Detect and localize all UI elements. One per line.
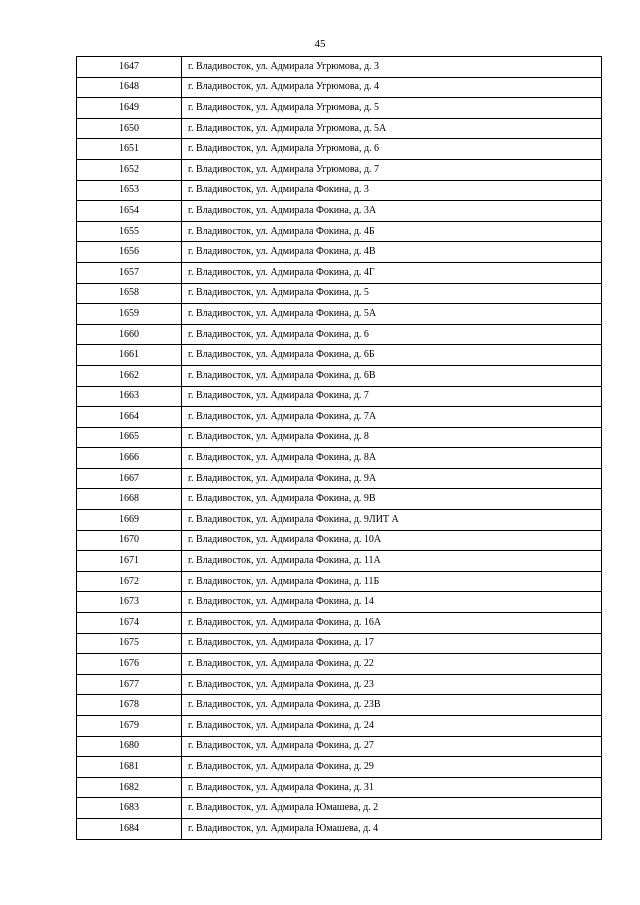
table-row [77, 159, 602, 180]
address-cell: г. Владивосток, ул. Адмирала Юмашева, д. 2 [182, 798, 602, 819]
row-number-cell: 1660 [77, 324, 182, 345]
address-cell: г. Владивосток, ул. Адмирала Угрюмова, д. 5А [182, 118, 602, 139]
row-number-cell: 1662 [77, 365, 182, 386]
address-cell: г. Владивосток, ул. Адмирала Фокина, д. 4В [182, 242, 602, 263]
row-number-cell: 1667 [77, 468, 182, 489]
address-table [76, 56, 602, 840]
table-row [77, 551, 602, 572]
table-row [77, 77, 602, 98]
address-cell: г. Владивосток, ул. Адмирала Фокина, д. 9А [182, 468, 602, 489]
row-number-cell: 1655 [77, 221, 182, 242]
address-cell: г. Владивосток, ул. Адмирала Юмашева, д. 4 [182, 818, 602, 839]
table-row [77, 757, 602, 778]
address-cell: г. Владивосток, ул. Адмирала Фокина, д. 14 [182, 592, 602, 613]
table-row [77, 736, 602, 757]
table-row [77, 345, 602, 366]
table-row [77, 283, 602, 304]
table-row [77, 304, 602, 325]
table-row [77, 324, 602, 345]
table-row [77, 571, 602, 592]
row-number-cell: 1678 [77, 695, 182, 716]
row-number-cell: 1675 [77, 633, 182, 654]
address-cell: г. Владивосток, ул. Адмирала Фокина, д. 5 [182, 283, 602, 304]
row-number-cell: 1661 [77, 345, 182, 366]
address-cell: г. Владивосток, ул. Адмирала Угрюмова, д. 4 [182, 77, 602, 98]
table-row [77, 118, 602, 139]
row-number-cell: 1666 [77, 448, 182, 469]
address-cell: г. Владивосток, ул. Адмирала Фокина, д. 17 [182, 633, 602, 654]
table-row [77, 139, 602, 160]
table-row [77, 633, 602, 654]
address-cell: г. Владивосток, ул. Адмирала Фокина, д. 11Б [182, 571, 602, 592]
address-cell: г. Владивосток, ул. Адмирала Фокина, д. 23В [182, 695, 602, 716]
address-cell: г. Владивосток, ул. Адмирала Фокина, д. 6Б [182, 345, 602, 366]
table-row [77, 592, 602, 613]
address-cell: г. Владивосток, ул. Адмирала Фокина, д. 16А [182, 613, 602, 634]
table-row [77, 448, 602, 469]
address-cell: г. Владивосток, ул. Адмирала Фокина, д. 6В [182, 365, 602, 386]
table-row [77, 365, 602, 386]
address-cell: г. Владивосток, ул. Адмирала Угрюмова, д. 6 [182, 139, 602, 160]
address-cell: г. Владивосток, ул. Адмирала Фокина, д. 3А [182, 201, 602, 222]
table-row [77, 777, 602, 798]
row-number-cell: 1664 [77, 407, 182, 428]
address-cell: г. Владивосток, ул. Адмирала Фокина, д. 9В [182, 489, 602, 510]
table-row [77, 407, 602, 428]
row-number-cell: 1659 [77, 304, 182, 325]
address-cell: г. Владивосток, ул. Адмирала Фокина, д. 4Г [182, 262, 602, 283]
row-number-cell: 1671 [77, 551, 182, 572]
address-cell: г. Владивосток, ул. Адмирала Фокина, д. 5А [182, 304, 602, 325]
table-row [77, 427, 602, 448]
row-number-cell: 1647 [77, 57, 182, 78]
address-cell: г. Владивосток, ул. Адмирала Фокина, д. 22 [182, 654, 602, 675]
address-cell: г. Владивосток, ул. Адмирала Фокина, д. 8 [182, 427, 602, 448]
table-row [77, 674, 602, 695]
row-number-cell: 1679 [77, 716, 182, 737]
table-row [77, 386, 602, 407]
row-number-cell: 1680 [77, 736, 182, 757]
row-number-cell: 1665 [77, 427, 182, 448]
row-number-cell: 1651 [77, 139, 182, 160]
table-row [77, 180, 602, 201]
table-row [77, 716, 602, 737]
row-number-cell: 1648 [77, 77, 182, 98]
address-cell: г. Владивосток, ул. Адмирала Фокина, д. 3 [182, 180, 602, 201]
table-row [77, 201, 602, 222]
address-cell: г. Владивосток, ул. Адмирала Фокина, д. 9ЛИТ А [182, 510, 602, 531]
address-cell: г. Владивосток, ул. Адмирала Фокина, д. 31 [182, 777, 602, 798]
address-cell: г. Владивосток, ул. Адмирала Фокина, д. 23 [182, 674, 602, 695]
row-number-cell: 1682 [77, 777, 182, 798]
address-cell: г. Владивосток, ул. Адмирала Фокина, д. 6 [182, 324, 602, 345]
table-row [77, 510, 602, 531]
table-row [77, 242, 602, 263]
address-cell: г. Владивосток, ул. Адмирала Угрюмова, д. 7 [182, 159, 602, 180]
address-cell: г. Владивосток, ул. Адмирала Фокина, д. 7А [182, 407, 602, 428]
address-cell: г. Владивосток, ул. Адмирала Фокина, д. 11А [182, 551, 602, 572]
row-number-cell: 1674 [77, 613, 182, 634]
table-row [77, 262, 602, 283]
table-row [77, 818, 602, 839]
row-number-cell: 1663 [77, 386, 182, 407]
row-number-cell: 1654 [77, 201, 182, 222]
row-number-cell: 1658 [77, 283, 182, 304]
row-number-cell: 1649 [77, 98, 182, 119]
page-number: 45 [314, 38, 326, 50]
row-number-cell: 1653 [77, 180, 182, 201]
table-row [77, 489, 602, 510]
address-cell: г. Владивосток, ул. Адмирала Фокина, д. 27 [182, 736, 602, 757]
table-row [77, 798, 602, 819]
row-number-cell: 1668 [77, 489, 182, 510]
table-row [77, 468, 602, 489]
table-row [77, 695, 602, 716]
row-number-cell: 1684 [77, 818, 182, 839]
row-number-cell: 1670 [77, 530, 182, 551]
row-number-cell: 1677 [77, 674, 182, 695]
row-number-cell: 1681 [77, 757, 182, 778]
table-row [77, 613, 602, 634]
address-cell: г. Владивосток, ул. Адмирала Фокина, д. 8А [182, 448, 602, 469]
row-number-cell: 1656 [77, 242, 182, 263]
row-number-cell: 1673 [77, 592, 182, 613]
row-number-cell: 1683 [77, 798, 182, 819]
row-number-cell: 1669 [77, 510, 182, 531]
row-number-cell: 1652 [77, 159, 182, 180]
address-cell: г. Владивосток, ул. Адмирала Фокина, д. 24 [182, 716, 602, 737]
address-cell: г. Владивосток, ул. Адмирала Фокина, д. 7 [182, 386, 602, 407]
address-table-body [77, 57, 602, 840]
table-row [77, 98, 602, 119]
address-cell: г. Владивосток, ул. Адмирала Фокина, д. 10А [182, 530, 602, 551]
table-row [77, 530, 602, 551]
table-row [77, 57, 602, 78]
address-cell: г. Владивосток, ул. Адмирала Угрюмова, д. 3 [182, 57, 602, 78]
row-number-cell: 1672 [77, 571, 182, 592]
row-number-cell: 1657 [77, 262, 182, 283]
table-row [77, 654, 602, 675]
row-number-cell: 1650 [77, 118, 182, 139]
table-row [77, 221, 602, 242]
address-cell: г. Владивосток, ул. Адмирала Фокина, д. 29 [182, 757, 602, 778]
address-cell: г. Владивосток, ул. Адмирала Угрюмова, д. 5 [182, 98, 602, 119]
address-cell: г. Владивосток, ул. Адмирала Фокина, д. 4Б [182, 221, 602, 242]
row-number-cell: 1676 [77, 654, 182, 675]
